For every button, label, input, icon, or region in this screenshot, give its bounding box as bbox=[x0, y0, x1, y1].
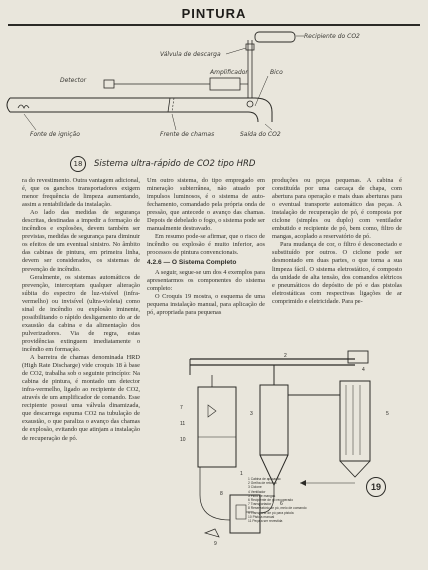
callout-5: 5 bbox=[386, 411, 389, 417]
text-column-1 bbox=[22, 177, 140, 443]
legend-item: 6 Recipiente de pó recuperado bbox=[248, 498, 294, 503]
figure-number: 18 bbox=[70, 156, 86, 172]
callout-1: 1 bbox=[240, 471, 243, 477]
label-frente: Frente de chamas bbox=[160, 131, 215, 138]
paragraph: Em resumo pode-se afirmar, que o risco de incêndio ou explosão é muito inferior, aos processos de pintura convencionais. bbox=[147, 233, 265, 257]
paragraph: Ao lado das medidas de segurança descritas, destinadas a impedir a formação de incêndios e explosões, devem também ser previstas, medidas de segurança para diminuir os efeitos de um eventual sinistro. No âmbito das cabinas de pintura, em primeira linha, devem ser considerados, os sistemas de prevenção de incêndio. bbox=[22, 209, 140, 273]
hrd-diagram bbox=[0, 26, 428, 144]
callout-10: 10 bbox=[180, 437, 186, 443]
legend-item: 10 Pistola manual bbox=[248, 514, 275, 519]
callout-9: 9 bbox=[214, 541, 217, 547]
legend-item: 8 Reservatório de pó, meio de comando bbox=[248, 506, 307, 511]
callout-3: 3 bbox=[250, 411, 253, 417]
callout-4: 4 bbox=[362, 367, 365, 373]
paragraph: Geralmente, os sistemas automáticos de prevenção, interceptam qualquer alteração súbita do espectro de luz-visível (infra-vermelho) ou invisível (ultra-violeta) como sinal de incêndio ou explosão iminente, possibilitando o rápido desligamento do ar de exaustão da cabina e da alimentação dos pulverizadores. Via de regra, estas providências extinguem imediatamente o incêndio em formação. bbox=[22, 273, 140, 353]
powder-installation-diagram bbox=[150, 345, 412, 560]
legend-item: 9 Transporte de pó para pistola bbox=[248, 510, 294, 515]
figure-19-badge: 19 bbox=[366, 477, 386, 497]
legend-item: 4 Ventilador bbox=[248, 489, 266, 494]
callout-7: 7 bbox=[180, 405, 183, 411]
label-valvula: Válvula de descarga bbox=[160, 51, 221, 58]
caption-text: Sistema ultra-rápido de CO2 tipo HRD bbox=[94, 159, 256, 169]
callout-11: 11 bbox=[180, 421, 186, 427]
text-column-2 bbox=[147, 177, 265, 317]
paragraph: Um outro sistema, do tipo empregado em mineração subterrânea, não atuado por impulsos luminosos, é o sistema de auto-fechamento, comandado pela própria onda de pressão, que antecede o avanço das chamas. Depois de debelado o fogo, o sistema pode ser manualmente destravado. bbox=[147, 177, 265, 233]
callout-8: 8 bbox=[220, 491, 223, 497]
label-amplificador: Amplificador bbox=[210, 69, 248, 76]
paragraph: ra do revestimento. Outra vantagem adicional, é, que os ganchos transportadores exigem menor frequência de limpeza aumentando, assim a rentabilidade da instalação. bbox=[22, 177, 140, 209]
page-title: PINTURA bbox=[181, 6, 247, 21]
legend-item: 7 Transportador bbox=[248, 502, 272, 507]
paragraph: Para mudança de cor, o filtro é desconectado e substituído por outros. O ciclone pode ser desmontado em duas partes, o que torna a sua limpeza fácil. O sistema eletrostático, é composto da unidade de alta tensão, dos comandos elétricos e pneumáticos do depósito de pó e das pistolas eletrostáticas com respectivas ligações de ar comprimido e eletricidade. Para pe- bbox=[272, 241, 402, 305]
diagram-legend bbox=[248, 477, 358, 523]
paragraph: O Croquis 19 mostra, o esquema de uma pequena instalação manual, para aplicação de pó, apropriada para pequenas bbox=[147, 292, 265, 316]
paragraph: A barreira de chamas denominada HRD (High Rate Discharge) vide croquis 18 à base de CO2, trabalha sob o seguinte princípio: Na cabina de pintura, é montado um detector infra-vermelho, ligado ao recipiente de CO2, através de um amplificador de comando. Esse recipiente possui uma válvula dinamizada, que descarrega espuma CO2 na tubulação de exaustão, o que paraliza o avanço das chamas de explosão, evitando que atinjam a instalação de recuperação de pó. bbox=[22, 354, 140, 442]
figure-caption bbox=[70, 156, 410, 172]
section-heading: 4.2.6 — O Sistema Completo bbox=[147, 259, 237, 267]
legend-item: 2 Grelha de retorno bbox=[248, 481, 277, 486]
callout-6: 6 bbox=[280, 501, 283, 507]
paragraph: produções ou peças pequenas. A cabina é constituída por uma carcaça de chapa, com abertura para operação e mais duas aberturas para o eventual transporte automático das peças. A instalação de recuperação de pó, é composta por ciclone (simples ou duplo) com ventilador embutido e recipiente de pó, bem como, filtro de mangas, acoplado a reservatório de pó. bbox=[272, 177, 402, 241]
text-column-3 bbox=[272, 177, 402, 306]
label-bico: Bico bbox=[270, 69, 283, 76]
legend-item: 5 Filtro de mangas bbox=[248, 493, 276, 498]
legend-item: 3 Ciclone bbox=[248, 485, 262, 490]
label-fonte: Fonte de ignição bbox=[30, 131, 80, 138]
label-recipiente: Recipiente do CO2 bbox=[304, 33, 360, 40]
label-saida: Saída do CO2 bbox=[240, 131, 281, 138]
paragraph: A seguir, segue-se um dos 4 exemplos para apresentarmos os componentes do sistema completo: bbox=[147, 268, 265, 292]
callout-2: 2 bbox=[284, 353, 287, 359]
label-detector: Detector bbox=[60, 77, 87, 84]
legend-item: 1 Cabina de aplicação bbox=[248, 477, 281, 481]
legend-item: 11 Peça a ser revestida bbox=[248, 519, 283, 524]
